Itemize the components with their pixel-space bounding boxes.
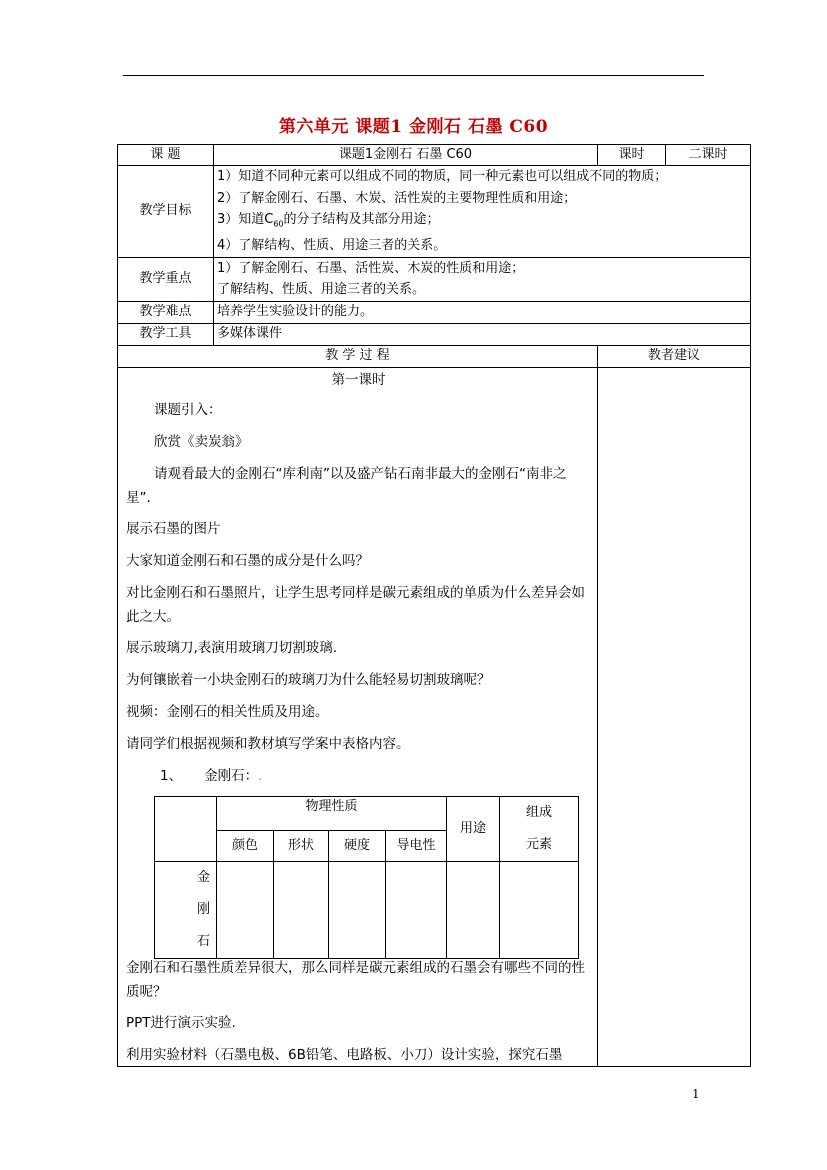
cell-conductivity[interactable] (386, 861, 447, 958)
goals-cell (214, 166, 751, 258)
key-label: 教学重点 (118, 257, 214, 301)
suggest-content-cell (598, 367, 751, 1066)
tools-value: 多媒体课件 (214, 323, 751, 345)
paragraph-experiment: 利用实验材料（石墨电极、6B铅笔、电路板、小刀）设计实验，探究石墨 (126, 1046, 563, 1063)
col-hardness: 硬度 (329, 831, 386, 861)
paragraph-fill-table: 请同学们根据视频和教材填写学案中表格内容。 (126, 735, 410, 752)
c60-symbol: $C_{60}$ (264, 212, 284, 229)
cell-hardness[interactable] (329, 861, 386, 958)
corner-cell (155, 796, 217, 861)
cell-shape[interactable] (274, 861, 329, 958)
paragraph-video: 视频：金刚石的相关性质及用途。 (126, 703, 329, 720)
item-diamond: 1、 金刚石：. (160, 767, 263, 784)
lesson-heading: 第一课时 (331, 371, 386, 388)
difficulty-value: 培养学生实验设计的能力。 (214, 301, 751, 323)
physical-header: 物理性质 (217, 796, 447, 831)
process-content (118, 368, 597, 1066)
paragraph-ppt: PPT进行演示实验. (126, 1014, 236, 1031)
page-number: 1 (692, 1087, 700, 1101)
paragraph-graphite-question: 金刚石和石墨性质差异很大，那么同样是碳元素组成的石墨会有哪些不同的性质呢？ (126, 959, 585, 1000)
paragraph-question-1: 大家知道金刚石和石墨的成分是什么吗？ (126, 552, 369, 569)
suggest-header: 教者建议 (598, 345, 751, 367)
key-cell (214, 257, 751, 301)
hours-value: 二课时 (666, 145, 751, 166)
paragraph-glass-cutter: 展示玻璃刀,表演用玻璃刀切割玻璃. (126, 639, 338, 656)
key-point-2: 了解结构、性质、用途三者的关系。 (217, 282, 426, 298)
paragraph-compare: 对比金刚石和石墨照片，让学生思考同样是碳元素组成的单质为什么差异会如此之大。 (126, 584, 585, 625)
diamond-property-table (154, 796, 579, 959)
header-rule (123, 75, 704, 76)
topic-value: 课题1金刚石 石墨 C60 (214, 145, 598, 166)
paragraph-graphite-pic: 展示石墨的图片 (126, 520, 221, 537)
difficulty-label: 教学难点 (118, 301, 214, 323)
goal-1: 1）知道不同种元素可以组成不同的物质，同一种元素也可以组成不同的物质； (217, 169, 668, 184)
process-header: 教 学 过 程 (118, 345, 598, 367)
composition-header: 组成 元素 (500, 796, 579, 861)
paragraph-poem: 欣赏《卖炭翁》 (154, 433, 249, 450)
topic-label: 课 题 (118, 145, 214, 166)
cell-composition[interactable] (500, 861, 579, 958)
hours-label: 课时 (598, 145, 666, 166)
use-header: 用途 (447, 796, 500, 861)
col-conductivity: 导电性 (386, 831, 447, 861)
lesson-plan-table (117, 144, 751, 1067)
key-point-1: 1）了解金刚石、石墨、活性炭、木炭的性质和用途； (217, 260, 525, 276)
cell-use[interactable] (447, 861, 500, 958)
paragraph-question-2: 为何镶嵌着一小块金刚石的玻璃刀为什么能轻易切割玻璃呢？ (126, 671, 491, 688)
row-label-diamond: 金 刚 石 (155, 861, 217, 958)
page-title: 第六单元 课题1 金刚石 石墨 C60 (278, 117, 549, 137)
col-color: 颜色 (217, 831, 274, 861)
process-content-cell (118, 367, 598, 1066)
paragraph-intro: 课题引入： (154, 401, 222, 418)
cell-color[interactable] (217, 861, 274, 958)
col-shape: 形状 (274, 831, 329, 861)
goal-4: 4）了解结构、性质、用途三者的关系。 (217, 238, 447, 254)
goal-2: 2）了解金刚石、石墨、木炭、活性炭的主要物理性质和用途； (217, 190, 577, 206)
tools-label: 教学工具 (118, 323, 214, 345)
goal-3: 3）知道$C_{60}$的分子结构及其部分用途； (217, 212, 440, 229)
goals-label: 教学目标 (118, 166, 214, 258)
paragraph-diamond-view: 请观看最大的金刚石“库利南”以及盛产钻石南非最大的金刚石“南非之星”. (126, 465, 567, 506)
